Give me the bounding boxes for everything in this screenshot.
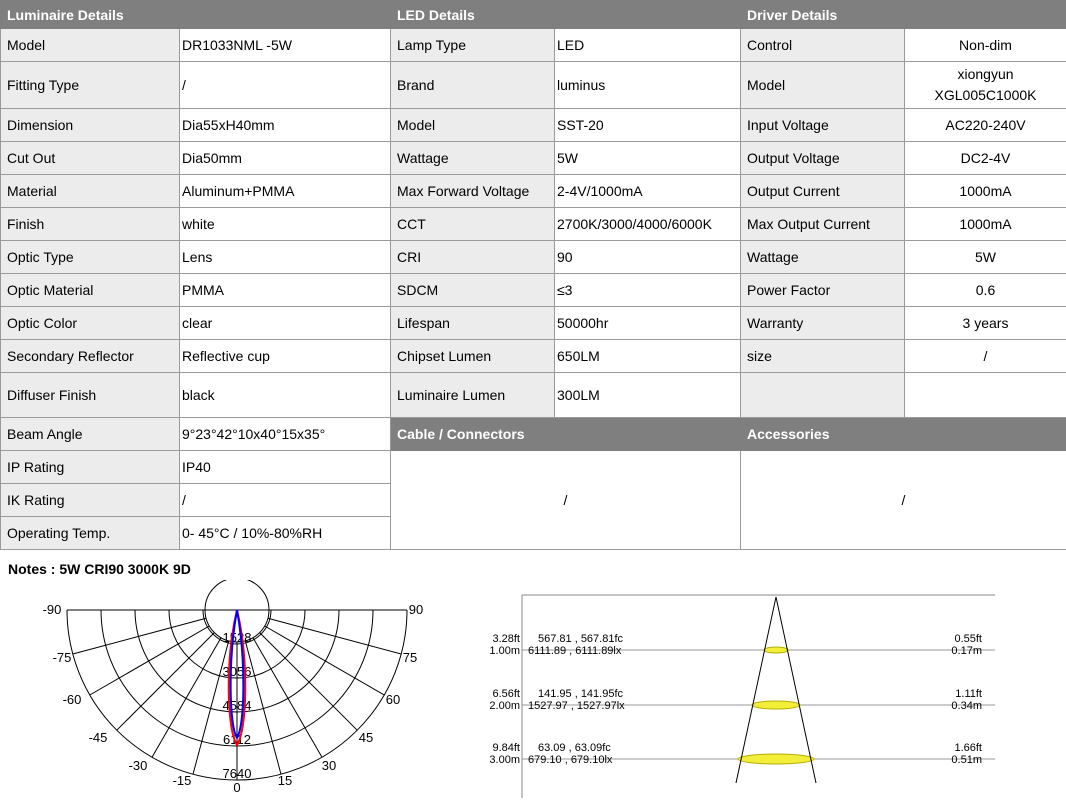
luminaire-value: Reflective cup xyxy=(180,340,391,373)
polar-radial-line xyxy=(73,618,206,654)
led-label: Luminaire Lumen xyxy=(391,373,555,418)
polar-radial-line xyxy=(260,633,358,731)
header-spacer xyxy=(180,1,391,29)
cone-distance-m: 2.00m xyxy=(489,700,520,712)
polar-angle-label: 0 xyxy=(233,780,241,795)
luminaire-value: / xyxy=(180,484,391,517)
polar-intensity-label: 4584 xyxy=(222,698,252,713)
luminaire-value: DR1033NML -5W xyxy=(180,29,391,62)
driver-value: 5W xyxy=(905,241,1066,274)
header-row xyxy=(1,1,1066,29)
driver-label: Model xyxy=(741,62,905,109)
led-label: Chipset Lumen xyxy=(391,340,555,373)
luminaire-value: PMMA xyxy=(180,274,391,307)
cone-distance-ft: 3.28ft xyxy=(492,633,520,645)
luminaire-label: Secondary Reflector xyxy=(1,340,180,373)
polar-intensity-label: 7640 xyxy=(222,766,252,781)
polar-radial-line xyxy=(117,633,215,731)
polar-angle-label: -30 xyxy=(128,758,148,773)
polar-angle-label: -90 xyxy=(42,602,62,617)
cone-diameter-ft: 1.66ft xyxy=(954,742,982,754)
cone-diameter-m: 0.17m xyxy=(951,645,982,657)
notes-text: Notes : 5W CRI90 3000K 9D xyxy=(8,561,191,577)
luminaire-value: Dia50mm xyxy=(180,142,391,175)
luminaire-label: Optic Material xyxy=(1,274,180,307)
luminaire-label: Beam Angle xyxy=(1,418,180,451)
luminaire-value: white xyxy=(180,208,391,241)
accessories-value: / xyxy=(741,451,1066,550)
table-row xyxy=(1,307,1066,340)
led-value: 5W xyxy=(555,142,741,175)
luminaire-details-header: Luminaire Details xyxy=(1,1,180,29)
driver-label: Input Voltage xyxy=(741,109,905,142)
driver-label: Wattage xyxy=(741,241,905,274)
luminaire-label: Dimension xyxy=(1,109,180,142)
polar-angle-label: 75 xyxy=(402,650,418,665)
illuminance-cone-diagram xyxy=(470,583,1000,798)
led-label: Model xyxy=(391,109,555,142)
luminaire-value: Dia55xH40mm xyxy=(180,109,391,142)
luminaire-label: Optic Color xyxy=(1,307,180,340)
table-row xyxy=(1,175,1066,208)
cone-light-spot xyxy=(738,754,814,764)
cone-distance-m: 3.00m xyxy=(489,754,520,766)
table-row xyxy=(1,373,1066,418)
luminaire-value: black xyxy=(180,373,391,418)
led-value: 2-4V/1000mA xyxy=(555,175,741,208)
table-row xyxy=(1,451,1066,484)
led-value: ≤3 xyxy=(555,274,741,307)
led-label: Brand xyxy=(391,62,555,109)
notes-bar xyxy=(0,549,1066,580)
cable-connectors-header: Cable / Connectors xyxy=(391,418,741,451)
driver-label: Output Voltage xyxy=(741,142,905,175)
driver-label: Control xyxy=(741,29,905,62)
driver-label: Output Current xyxy=(741,175,905,208)
driver-value: 0.6 xyxy=(905,274,1066,307)
luminaire-label: Model xyxy=(1,29,180,62)
driver-value: AC220-240V xyxy=(905,109,1066,142)
polar-angle-label: 90 xyxy=(408,602,424,617)
driver-label: Power Factor xyxy=(741,274,905,307)
cone-distance-ft: 9.84ft xyxy=(492,742,520,754)
luminaire-label: IP Rating xyxy=(1,451,180,484)
polar-intensity-diagram xyxy=(0,580,460,801)
cone-diameter-m: 0.51m xyxy=(951,754,982,766)
led-label: Max Forward Voltage xyxy=(391,175,555,208)
led-label: CRI xyxy=(391,241,555,274)
driver-label: size xyxy=(741,340,905,373)
led-label: Wattage xyxy=(391,142,555,175)
driver-value: / xyxy=(905,340,1066,373)
table-row xyxy=(1,208,1066,241)
luminaire-label: Material xyxy=(1,175,180,208)
polar-angle-label: 15 xyxy=(277,773,293,788)
table-row xyxy=(1,29,1066,62)
led-label: SDCM xyxy=(391,274,555,307)
luminaire-value: 0- 45°C / 10%-80%RH xyxy=(180,517,391,550)
luminaire-label: IK Rating xyxy=(1,484,180,517)
cone-diameter-m: 0.34m xyxy=(951,700,982,712)
polar-intensity-label: 6112 xyxy=(223,732,251,747)
table-row xyxy=(1,142,1066,175)
cone-diameter-ft: 0.55ft xyxy=(954,633,982,645)
polar-angle-label: 45 xyxy=(358,730,374,745)
table-row xyxy=(1,418,1066,451)
table-row xyxy=(1,241,1066,274)
luminaire-label: Fitting Type xyxy=(1,62,180,109)
polar-angle-label: 60 xyxy=(385,692,401,707)
led-value: 50000hr xyxy=(555,307,741,340)
led-value: 90 xyxy=(555,241,741,274)
table-row xyxy=(1,62,1066,109)
cone-illuminance-fc: 567.81 , 567.81fc xyxy=(538,633,624,645)
cone-light-spot xyxy=(752,701,800,709)
cone-illuminance-fc: 141.95 , 141.95fc xyxy=(538,688,624,700)
luminaire-label: Operating Temp. xyxy=(1,517,180,550)
driver-value: xiongyun XGL005C1000K xyxy=(905,62,1066,109)
cone-illuminance-lx: 6111.89 , 6111.89lx xyxy=(528,645,622,657)
accessories-header: Accessories xyxy=(741,418,1066,451)
cone-diameter-ft: 1.11ft xyxy=(955,688,982,700)
table-row xyxy=(1,109,1066,142)
driver-value: 3 years xyxy=(905,307,1066,340)
luminaire-value: Lens xyxy=(180,241,391,274)
table-row xyxy=(1,274,1066,307)
polar-intensity-label: 1528 xyxy=(222,630,252,645)
polar-intensity-label: 3056 xyxy=(222,664,252,679)
driver-value: 1000mA xyxy=(905,175,1066,208)
table-row xyxy=(1,340,1066,373)
led-label: CCT xyxy=(391,208,555,241)
driver-label xyxy=(741,373,905,418)
driver-value: 1000mA xyxy=(905,208,1066,241)
driver-label: Warranty xyxy=(741,307,905,340)
led-value: SST-20 xyxy=(555,109,741,142)
cone-distance-m: 1.00m xyxy=(489,645,520,657)
driver-value: Non-dim xyxy=(905,29,1066,62)
driver-value xyxy=(905,373,1066,418)
led-value: LED xyxy=(555,29,741,62)
luminaire-label: Diffuser Finish xyxy=(1,373,180,418)
luminaire-label: Cut Out xyxy=(1,142,180,175)
polar-angle-label: -45 xyxy=(88,730,108,745)
led-value: 300LM xyxy=(555,373,741,418)
polar-angle-label: -75 xyxy=(52,650,72,665)
cone-distance-ft: 6.56ft xyxy=(492,688,520,700)
polar-angle-label: -15 xyxy=(172,773,192,788)
luminaire-value: 9°23°42°10x40°15x35° xyxy=(180,418,391,451)
cone-illuminance-lx: 679.10 , 679.10lx xyxy=(528,754,613,766)
led-value: 2700K/3000/4000/6000K xyxy=(555,208,741,241)
cable-connectors-value: / xyxy=(391,451,741,550)
luminaire-label: Optic Type xyxy=(1,241,180,274)
luminaire-value: IP40 xyxy=(180,451,391,484)
luminaire-value: clear xyxy=(180,307,391,340)
polar-radial-line xyxy=(268,618,401,654)
led-value: luminus xyxy=(555,62,741,109)
led-value: 650LM xyxy=(555,340,741,373)
driver-value: DC2-4V xyxy=(905,142,1066,175)
cone-illuminance-lx: 1527.97 , 1527.97lx xyxy=(528,700,625,712)
luminaire-value: / xyxy=(180,62,391,109)
driver-details-header: Driver Details xyxy=(741,1,1066,29)
cone-light-spot xyxy=(764,647,788,653)
polar-angle-label: -60 xyxy=(62,692,82,707)
luminaire-value: Aluminum+PMMA xyxy=(180,175,391,208)
led-label: Lifespan xyxy=(391,307,555,340)
polar-angle-label: 30 xyxy=(321,758,337,773)
luminaire-label: Finish xyxy=(1,208,180,241)
driver-label: Max Output Current xyxy=(741,208,905,241)
cone-illuminance-fc: 63.09 , 63.09fc xyxy=(538,742,611,754)
led-details-header: LED Details xyxy=(391,1,741,29)
led-label: Lamp Type xyxy=(391,29,555,62)
